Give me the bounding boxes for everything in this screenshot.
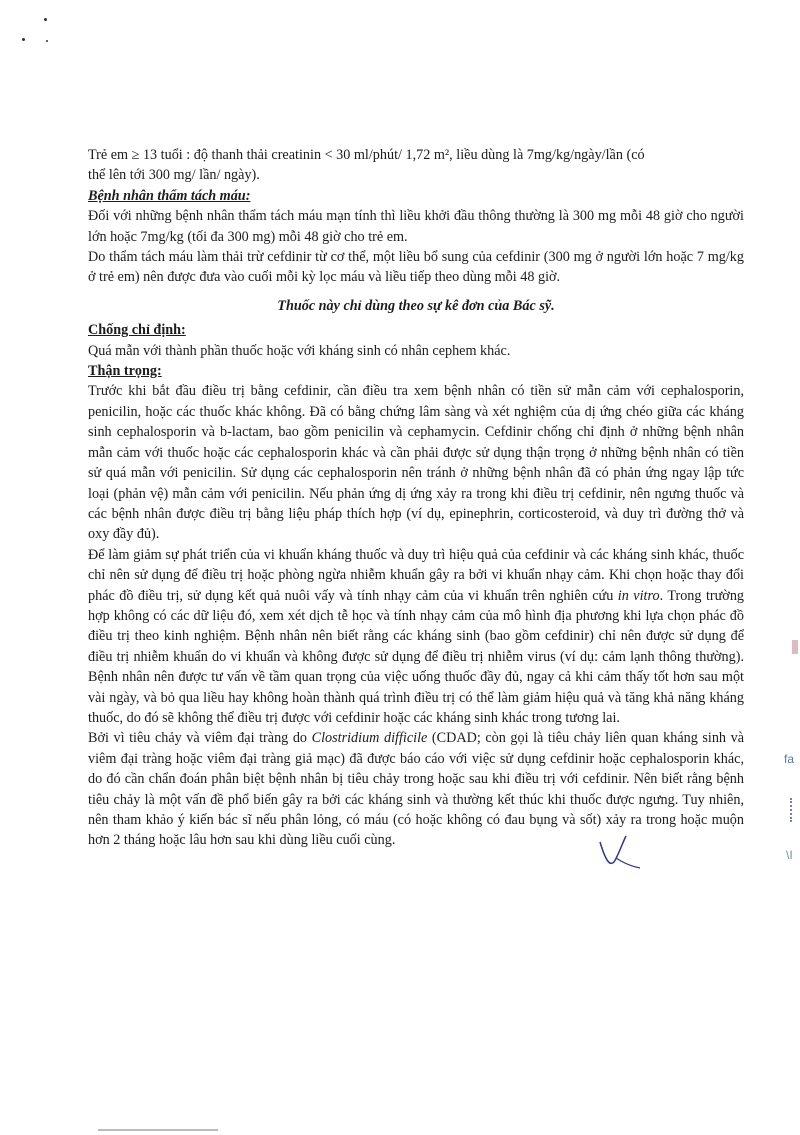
contraindications-text: Quá mẫn với thành phần thuốc hoặc với kháng sinh có nhân cephem khác. xyxy=(88,342,511,359)
precautions-paragraph-2 xyxy=(88,545,744,729)
precautions-heading-text: Thận trọng: xyxy=(88,363,162,380)
tre-em-dosage-line-2: thể lên tới 300 mg/ lần/ ngày). xyxy=(88,167,260,184)
dialysis-paragraph-1: Đối với những bệnh nhân thẩm tách máu mạn tính thì liều khởi đầu thông thường là 300 mg mỗi 48 giờ cho người lớn hoặc 7mg/kg (tối đa 300 mg) mỗi 48 giờ cho trẻ em. xyxy=(88,208,744,245)
edge-stamp-fragment xyxy=(790,798,800,822)
dialysis-heading-text: Bệnh nhân thẩm tách máu: xyxy=(88,187,251,204)
clostridium-italic: Clostridium difficile xyxy=(311,730,428,747)
contraindications-heading xyxy=(88,320,744,340)
contraindications-heading-text: Chống chỉ định: xyxy=(88,322,186,339)
scan-speck xyxy=(44,18,47,21)
scan-artifact-line xyxy=(98,1129,218,1131)
precautions-heading xyxy=(88,361,744,381)
document-body xyxy=(88,145,744,851)
edge-mark-1: fa xyxy=(784,752,795,766)
edge-stamp-fragment xyxy=(792,640,798,654)
tre-em-dosage-line-1: Trẻ em ≥ 13 tuổi : độ thanh thải creatinin < 30 ml/phút/ 1,72 m², liều dùng là 7mg/kg/ngày/lần (có xyxy=(88,147,645,163)
scan-speck xyxy=(46,40,48,42)
in-vitro-italic: in vitro xyxy=(617,587,660,604)
scan-speck xyxy=(22,38,25,41)
dialysis-heading xyxy=(88,186,744,206)
edge-mark-2: \I xyxy=(786,848,793,862)
prescription-note: Thuốc này chỉ dùng theo sự kê đơn của Bác sỹ. xyxy=(277,297,555,314)
precautions-p2-part-a: Để làm giảm sự phát triển của vi khuẩn kháng thuốc và duy trì hiệu quả của cefdinir và các kháng sinh khác, thuốc chỉ nên sử dụng để điều trị hoặc phòng ngừa nhiễm khuẩn gây ra bởi vi khuẩn nhạy cảm. Khi chọn hoặc thay đổi phác đồ điều trị, sử dụng kết quả nuôi vấy và tính nhạy cảm của vi khuẩn trên nghiên cứu xyxy=(88,546,744,604)
precautions-p3-part-b: (CDAD; còn gọi là tiêu chảy liên quan kháng sinh và viêm đại tràng hoặc viêm đại tràng giả mạc) đã được báo cáo với việc sử dụng cefdinir hoặc cephalosporin khác, do đó cần chẩn đoán phân biệt bệnh nhân bị tiêu chảy trong hoặc sau khi điều trị với cefdinir. Nên biết rằng bệnh tiêu chảy là một vấn đề phổ biến gây ra bởi các kháng sinh và thường kết thúc khi thuốc được ngưng. Tuy nhiên, nên tham khảo ý kiến bác sĩ nếu phân lỏng, có máu (có hoặc không có đau bụng và sốt) xảy ra trong hoặc muộn hơn 2 tháng hoặc lâu hơn sau khi dùng liều cuối cùng. xyxy=(88,730,744,849)
handwritten-check-mark xyxy=(596,832,646,872)
precautions-paragraph-1: Trước khi bắt đầu điều trị bằng cefdinir, cần điều tra xem bệnh nhân có tiền sử mẫn cảm với cephalosporin, penicilin, hoặc các thuốc khác không. Đã có bằng chứng lâm sàng và xét nghiệm của dị ứng chéo giữa các kháng sinh cephalosporin và b-lactam, bao gồm penicilin và cephamycin. Cefdinir chống chỉ định ở những bệnh nhân mẫn cảm với thuốc hoặc các cephalosporin khác và cần phải được sử dụng thận trọng ở những bệnh nhân có tiền sử quá mẫn với penicilin. Sử dụng các cephalosporin nên tránh ở những bệnh nhân đã có phản ứng ngay lập tức loại (phản vệ) mẫn cảm với penicilin. Nếu phản ứng dị ứng xảy ra trong khi điều trị cefdinir, nên ngưng thuốc và các bệnh nhân được điều trị bằng liệu pháp thích hợp (ví dụ, epinephrin, corticosteroid, và duy trì đường thở và oxy đầy đủ). xyxy=(88,383,744,543)
dialysis-paragraph-2: Do thẩm tách máu làm thải trừ cefdinir từ cơ thể, một liều bổ sung của cefdinir (300 mg ở người lớn hoặc 7 mg/kg ở trẻ em) nên được đưa vào cuối mỗi kỳ lọc máu và liều tiếp theo dùng mỗi 48 giờ. xyxy=(88,249,744,286)
precautions-p3-part-a: Bởi vì tiêu chảy và viêm đại tràng do xyxy=(88,730,312,747)
precautions-p2-part-b: . Trong trường hợp không có các dữ liệu đó, xem xét dịch tễ học và tính nhạy cảm của mô hình địa phương khi lựa chọn phác đồ điều trị theo kinh nghiệm. Bệnh nhân nên biết rằng các kháng sinh (bao gồm cefdinir) chỉ nên được sử dụng để điều trị nhiễm khuẩn do vi khuẩn và không được sử dụng để điều trị nhiễm virus (ví dụ: cảm lạnh thông thường). Bệnh nhân nên được tư vấn về tầm quan trọng của việc uống thuốc đầy đủ, ngay cả khi cảm thấy tốt hơn sau một vài ngày, và bỏ qua liều hay không hoàn thành quá trình điều trị có thể làm giảm hiệu quả và tăng khả năng kháng thuốc, do đó sẽ không thể điều trị được với cefdinir hoặc các kháng sinh khác trong tương lai. xyxy=(88,587,745,726)
